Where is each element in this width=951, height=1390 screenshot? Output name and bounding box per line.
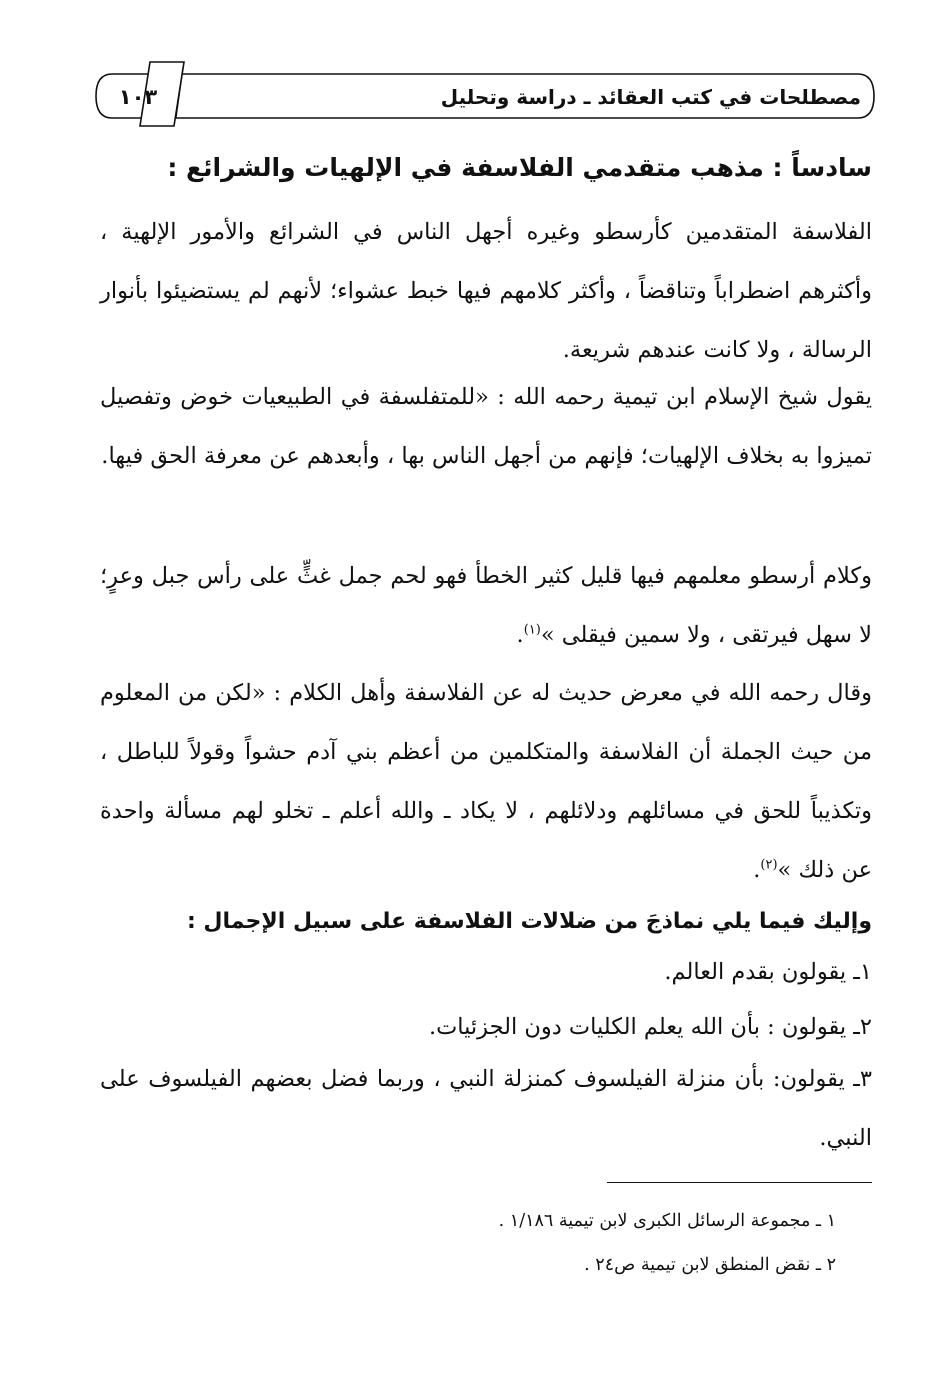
paragraph-4-end: .: [753, 857, 761, 883]
list-item: ١ـ يقولون بقدم العالم.: [664, 959, 872, 985]
paragraph-4-text: وقال رحمه الله في معرض حديث له عن الفلاسفة وأهل الكلام : «لكن من المعلوم من حيث الجملة أن الفلاسفة والمتكلمين من أعظم بني آدم حشواً وقولاً للباطل ، وتكذيباً للحق في مسائلهم ودلائلهم ، لا يكاد ـ والله أعلم ـ تخلو لهم مسألة واحدة عن ذلك »: [100, 680, 873, 883]
paragraph-2: يقول شيخ الإسلام ابن تيمية رحمه الله : «للمتفلسفة في الطبيعيات خوض وتفصيل تميزوا به بخلاف الإلهيات؛ فإنهم من أجهل الناس بها ، وأبعدهم عن معرفة الحق فيها.: [100, 384, 872, 469]
paragraph-3-end: .: [516, 622, 524, 648]
footnote-1: ١ ـ مجموعة الرسائل الكبرى لابن تيمية ١/١٨٦ .: [498, 1211, 836, 1231]
running-header-title: مصطلحات في كتب العقائد ـ دراسة وتحليل: [440, 85, 861, 109]
list-item: ٢ـ يقولون : بأن الله يعلم الكليات دون الجزئيات.: [428, 1014, 872, 1040]
footnote-ref-1: (١): [523, 622, 541, 638]
list-heading: وإليك فيما يلي نماذجَ من ضلالات الفلاسفة على سبيل الإجمال :: [186, 909, 872, 934]
section-heading: سادساً : مذهب متقدمي الفلاسفة في الإلهيات والشرائع :: [167, 153, 872, 182]
page-number: ١٠٣: [118, 85, 158, 109]
footnote-ref-2: (٢): [760, 857, 778, 873]
footnote-separator: [607, 1182, 872, 1183]
paragraph-1: الفلاسفة المتقدمين كأرسطو وغيره أجهل الناس في الشرائع والأمور الإلهية ، وأكثرهم اضطراباً وتناقضاً ، وأكثر كلامهم فيها خبط عشواء؛ لأنهم لم يستضيئوا بأنوار الرسالة ، ولا كانت عندهم شريعة.: [100, 219, 872, 363]
paragraph-3: [100, 547, 872, 665]
paragraph-4: [100, 664, 872, 900]
list-item: ٣ـ يقولون: بأن منزلة الفيلسوف كمنزلة النبي ، وربما فضل بعضهم الفيلسوف على النبي.: [100, 1066, 872, 1151]
paragraph-3-text: وكلام أرسطو معلمهم فيها قليل كثير الخطأ فهو لحم جمل غثٍّ على رأس جبل وعرٍ؛ لا سهل فيرتقى ، ولا سمين فيقلى »: [100, 563, 872, 648]
header-frame: [0, 0, 951, 140]
footnote-2: ٢ ـ نقض المنطق لابن تيمية ص٢٤ .: [584, 1255, 836, 1275]
